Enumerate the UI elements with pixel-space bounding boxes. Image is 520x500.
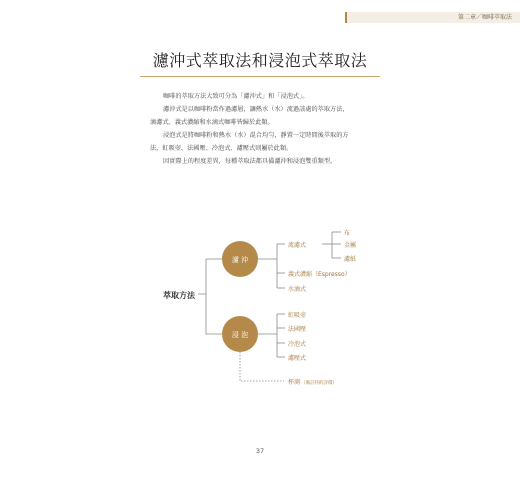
cupping-main: 杯測 [288,379,301,386]
page-number: 37 [255,447,265,455]
paragraph-2-cont: 滴濾式、義式濃縮和水滴式咖啡皆歸於此類。 [150,119,274,126]
cupping-label [288,378,337,386]
filter-metal-label: 金屬 [344,242,357,249]
paragraph-1: 咖啡的萃取方法大致可分為「濾沖式」和「浸泡式」。 [163,93,309,100]
root-label: 萃取方法 [163,291,195,300]
filter-paper-label: 濾紙 [344,256,357,263]
paragraph-3-cont: 法，虹吸壺、法國壓、冷泡式、濾壓式則屬於此類。 [150,145,293,152]
immersion-label: 浸 泡 [231,331,249,339]
pour-over-label: 流濾式 [288,242,307,249]
siphon-label: 虹吸壺 [288,312,307,319]
french-press-label: 法國壓 [288,326,307,333]
cupping-note: （備註特的評價） [301,381,338,386]
cold-brew-label: 冷泡式 [288,341,307,348]
paragraph-3: 浸泡式是將咖啡粉和熱水（水）混合均勻，靜置一定時間後萃取的方 [163,132,349,139]
page-title: 濾沖式萃取法和浸泡式萃取法 [152,51,368,70]
paragraph-2: 濾沖式是以咖啡粉當作過濾層，讓熱水（水）流過該處的萃取方法， [163,106,349,113]
paragraph-4: 因實際上的程度差異，每種萃取法都具備濾沖和浸泡雙重類型。 [163,158,337,165]
cold-drip-label: 水滴式 [288,286,307,293]
press-filter-label: 濾壓式 [288,355,307,362]
drip-label: 濾 沖 [231,256,249,264]
espresso-label: 義式濃縮（Espresso） [288,271,351,278]
chapter-header: 第二章／咖啡萃取法 [345,12,520,23]
filter-cloth-label: 布 [344,230,351,237]
